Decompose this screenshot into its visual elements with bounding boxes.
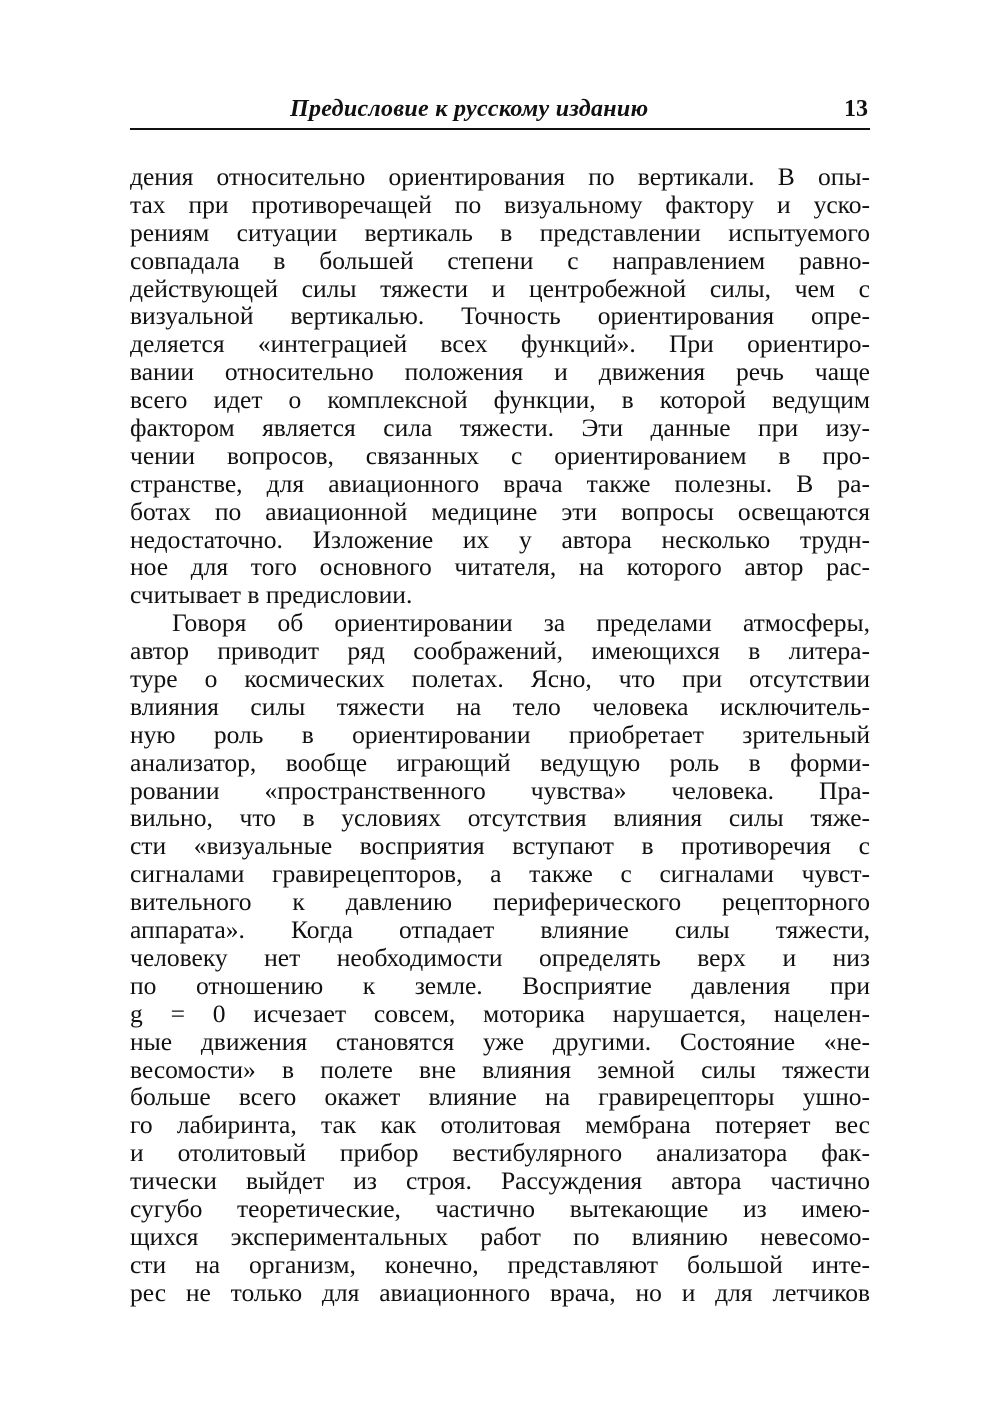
body-text — [130, 163, 870, 1307]
text-line: сти «визуальные восприятия вступают в противоречия с — [130, 831, 870, 861]
text-line: аппарата». Когда отпадает влияние силы тяжести, — [130, 915, 870, 945]
text-line: чении вопросов, связанных с ориентированием в про- — [130, 440, 870, 470]
text-line: g = 0 исчезает совсем, моторика нарушается, нацелен- — [130, 998, 870, 1028]
text-line: Говоря об ориентировании за пределами атмосферы, — [172, 608, 870, 638]
text-line: ботах по авиационной медицине эти вопросы освещаются — [130, 496, 870, 526]
text-line: недостаточно. Изложение их у автора несколько трудн- — [130, 524, 870, 554]
running-header-title: Предисловие к русскому изданию — [290, 96, 649, 122]
text-line: деляется «интеграцией всех функций». При ориентиро- — [130, 329, 870, 359]
text-line: щихся экспериментальных работ по влиянию невесомо- — [130, 1221, 870, 1251]
text-line: рениям ситуации вертикаль в представлении испытуемого — [130, 217, 870, 247]
page-number: 13 — [844, 96, 868, 122]
text-line: больше всего окажет влияние на гравирецепторы ушно- — [130, 1082, 870, 1112]
text-line: ровании «пространственного чувства» человека. Пра- — [130, 775, 870, 805]
text-line: по отношению к земле. Восприятие давления при — [130, 970, 870, 1000]
text-line: тически выйдет из строя. Рассуждения автора частично — [130, 1166, 870, 1196]
text-line: анализатор, вообще играющий ведущую роль в форми- — [130, 747, 870, 777]
text-line: вильно, что в условиях отсутствия влияния силы тяже- — [130, 803, 870, 833]
text-line: весомости» в полете вне влияния земной силы тяжести — [130, 1054, 870, 1084]
text-line: ное для того основного читателя, на которого автор рас- — [130, 552, 870, 582]
text-line: считывает в предисловии. — [130, 580, 413, 610]
text-line: сугубо теоретические, частично вытекающие из имею- — [130, 1193, 870, 1223]
running-header — [130, 92, 870, 130]
text-line: ную роль в ориентировании приобретает зрительный — [130, 719, 870, 749]
text-line: автор приводит ряд соображений, имеющихся в литера- — [130, 636, 870, 666]
text-line: вании относительно положения и движения речь чаще — [130, 357, 870, 387]
text-line: влияния силы тяжести на тело человека исключитель- — [130, 691, 870, 721]
text-line: ные движения становятся уже другими. Состояние «не- — [130, 1026, 870, 1056]
text-line: го лабиринта, так как отолитовая мембрана потеряет вес — [130, 1110, 870, 1140]
text-line: вительного к давлению периферического рецепторного — [130, 887, 870, 917]
paragraph-1 — [130, 163, 870, 609]
text-line: визуальной вертикалью. Точность ориентирования опре- — [130, 301, 870, 331]
text-line: действующей силы тяжести и центробежной силы, чем с — [130, 273, 870, 303]
text-line: человеку нет необходимости определять верх и низ — [130, 942, 870, 972]
text-line: сти на организм, конечно, представляют большой инте- — [130, 1249, 870, 1279]
text-line: всего идет о комплексной функции, в которой ведущим — [130, 385, 870, 415]
text-line: сигналами гравирецепторов, а также с сигналами чувст- — [130, 859, 870, 889]
text-line: совпадала в большей степени с направлением равно- — [130, 245, 870, 275]
text-line: фактором является сила тяжести. Эти данные при изу- — [130, 413, 870, 443]
paragraph-2 — [130, 609, 870, 1306]
text-line: странстве, для авиационного врача также полезны. В ра- — [130, 468, 870, 498]
text-line: рес не только для авиационного врача, но и для летчиков — [130, 1277, 870, 1307]
text-line: и отолитовый прибор вестибулярного анализатора фак- — [130, 1138, 870, 1168]
text-line: тах при противоречащей по визуальному фактору и уско- — [130, 189, 870, 219]
text-line: дения относительно ориентирования по вертикали. В опы- — [130, 162, 870, 191]
text-line: туре о космических полетах. Ясно, что при отсутствии — [130, 664, 870, 694]
